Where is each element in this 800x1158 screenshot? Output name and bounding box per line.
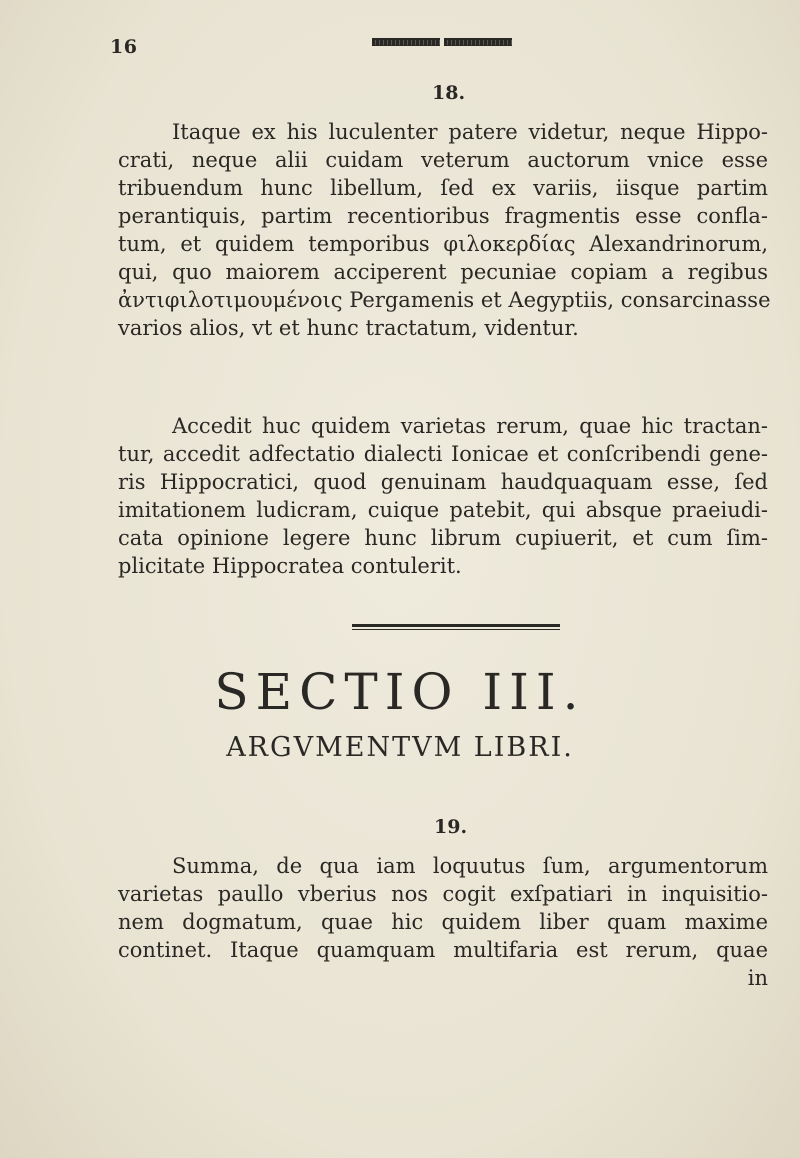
text-line: plicitate Hippocratea contulerit. [118,554,462,578]
text-line: perantiquis, partim recentioribus fragmentis esse confla- [118,204,768,228]
header-ornament [372,38,512,46]
text-line: varios alios, vt et hunc tractatum, videntur. [118,316,579,340]
text-line: ἀντιφιλοτιμουμένοις Pergamenis et Aegyptiis, consarcinasse [118,288,771,312]
text-line: Itaque ex his luculenter patere videtur, neque Hippo- [172,120,768,144]
paragraph-19-1 [118,852,768,992]
text-line: crati, neque alii cuidam veterum auctorum vnice esse [118,148,768,172]
section-title: SECTIO III. [214,663,586,721]
text-line: continet. Itaque quamquam multifaria est rerum, quae [118,938,768,962]
paragraph-18-2 [118,412,768,580]
paragraph-number-19: 19. [434,816,468,838]
text-line: tur, accedit adfectatio dialecti Ionicae et conſcribendi gene- [118,442,768,466]
text-line: cata opinione legere hunc librum cupiuerit, et cum ſim- [118,526,768,550]
text-line: tribuendum hunc libellum, ſed ex variis, iisque partim [118,176,768,200]
text-line: ris Hippocratici, quod genuinam haudquaquam esse, ſed [118,470,768,494]
section-subtitle: ARGVMENTVM LIBRI. [226,732,574,763]
paragraph-number-18: 18. [432,82,466,104]
text-line: qui, quo maiorem acciperent pecuniae copiam a regibus [118,260,768,284]
text-line: Summa, de qua iam loquutus ſum, argumentorum [172,854,768,878]
text-line: nem dogmatum, quae hic quidem liber quam maxime [118,910,768,934]
catchword: in [747,966,768,990]
text-line: tum, et quidem temporibus φιλοκερδίας Alexandrinorum, [118,232,768,256]
text-line: varietas paullo vberius nos cogit exſpatiari in inquisitio- [118,882,768,906]
paragraph-18-1 [118,118,771,342]
text-line: imitationem ludicram, cuique patebit, qui absque praeiudi- [118,498,768,522]
page-number: 16 [110,36,138,58]
text-line: Accedit huc quidem varietas rerum, quae hic tractan- [172,414,768,438]
section-divider [352,624,560,630]
